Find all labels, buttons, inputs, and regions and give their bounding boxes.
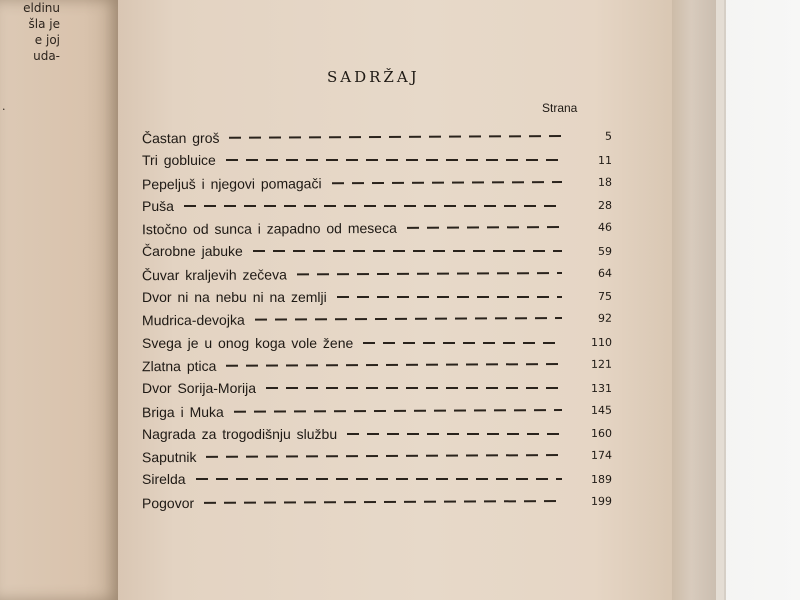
dash-leader (204, 500, 562, 504)
toc-entry (142, 216, 612, 241)
dash-leader (253, 250, 562, 252)
toc-entry (142, 286, 612, 309)
left-page-text (0, 0, 60, 64)
toc-entry-page: 189 (591, 472, 612, 486)
dash-leader (332, 181, 562, 184)
dash-leader (234, 409, 562, 413)
toc-entry-page: 110 (591, 336, 612, 350)
toc-entry-title: Čuvar kraljevih zečeva (141, 266, 287, 284)
page-stack-edge (672, 0, 721, 600)
toc-entry-page: 92 (597, 312, 613, 326)
toc-entry-title: Pepeljuš i njegovi pomagači (141, 175, 322, 193)
left-page-mark: . (2, 100, 6, 113)
toc-entry-title: Istočno od sunca i zapadno od meseca (141, 220, 397, 238)
toc-entry-page: 131 (591, 381, 612, 395)
toc-entry-title: Zlatna ptica (141, 358, 217, 375)
dash-leader (196, 478, 562, 480)
toc-entry (142, 353, 612, 378)
toc-entry-page: 18 (597, 175, 613, 189)
toc-entry (142, 262, 612, 287)
toc-entry (142, 490, 612, 515)
toc-entry (142, 240, 612, 263)
toc-entry-title: Sirelda (142, 471, 186, 488)
toc-entry-title: Nagrada za trogodišnju službu (142, 425, 338, 442)
dash-leader (347, 433, 562, 435)
toc-entry (142, 377, 612, 400)
toc-entry-title: Dvor ni na nebu ni na zemlji (142, 288, 327, 305)
toc-entry-title: Pogovor (141, 495, 195, 512)
dash-leader (184, 205, 562, 207)
toc-entry (142, 170, 612, 195)
dash-leader (206, 455, 562, 459)
toc-entry-page: 5 (604, 129, 613, 143)
dash-leader (297, 272, 562, 275)
dash-leader (266, 387, 562, 389)
toc-entry-page: 199 (590, 494, 613, 508)
toc-entry (142, 307, 612, 332)
toc-entry-page: 64 (597, 266, 613, 280)
left-page (0, 0, 120, 600)
toc-entry-title: Tri gobluice (142, 152, 216, 169)
toc-entry-title: Svega je u onog koga vole žene (142, 334, 354, 351)
toc-entry-page: 145 (590, 403, 613, 417)
dash-leader (226, 159, 562, 161)
table-of-contents (142, 0, 612, 600)
left-page-line: šla je (28, 17, 60, 31)
dash-leader (363, 342, 562, 344)
toc-entry (142, 444, 612, 469)
toc-entry-page: 75 (598, 290, 612, 304)
toc-entry-title: Dvor Sorija-Morija (142, 380, 257, 397)
dash-leader (337, 296, 562, 298)
toc-entry-page: 11 (598, 153, 612, 167)
left-page-line: e joj (34, 33, 60, 47)
dash-leader (255, 318, 562, 322)
toc-entry-title: Mudrica-devojka (141, 312, 245, 329)
dash-leader (407, 227, 562, 230)
toc-entries (142, 126, 612, 514)
toc-entry-page: 59 (598, 244, 612, 258)
left-page-line: eldinu (23, 1, 60, 15)
book-cover-edge (716, 0, 726, 600)
toc-entry (142, 468, 612, 491)
toc-entry-page: 160 (591, 427, 612, 441)
toc-entry-title: Čarobne jabuke (142, 243, 243, 260)
toc-entry (142, 149, 612, 172)
toc-entry-title: Puša (142, 197, 174, 214)
toc-entry-title: Saputnik (141, 449, 197, 466)
toc-entry-title: Briga i Muka (141, 403, 224, 421)
left-page-line: uda- (33, 49, 60, 63)
toc-entry-page: 121 (590, 357, 613, 371)
toc-entry-page: 46 (597, 220, 613, 234)
dash-leader (229, 135, 562, 139)
dash-leader (226, 363, 562, 367)
toc-entry (142, 398, 612, 423)
toc-title: SADRŽAJ (327, 68, 420, 86)
toc-entry-page: 28 (598, 199, 612, 213)
toc-entry (142, 194, 612, 217)
toc-entry (142, 422, 612, 445)
toc-entry-title: Častan groš (141, 130, 220, 147)
toc-entry-page: 174 (590, 448, 613, 462)
toc-entry (142, 331, 612, 354)
page-column-header: Strana (542, 101, 578, 115)
toc-entry (142, 125, 612, 150)
